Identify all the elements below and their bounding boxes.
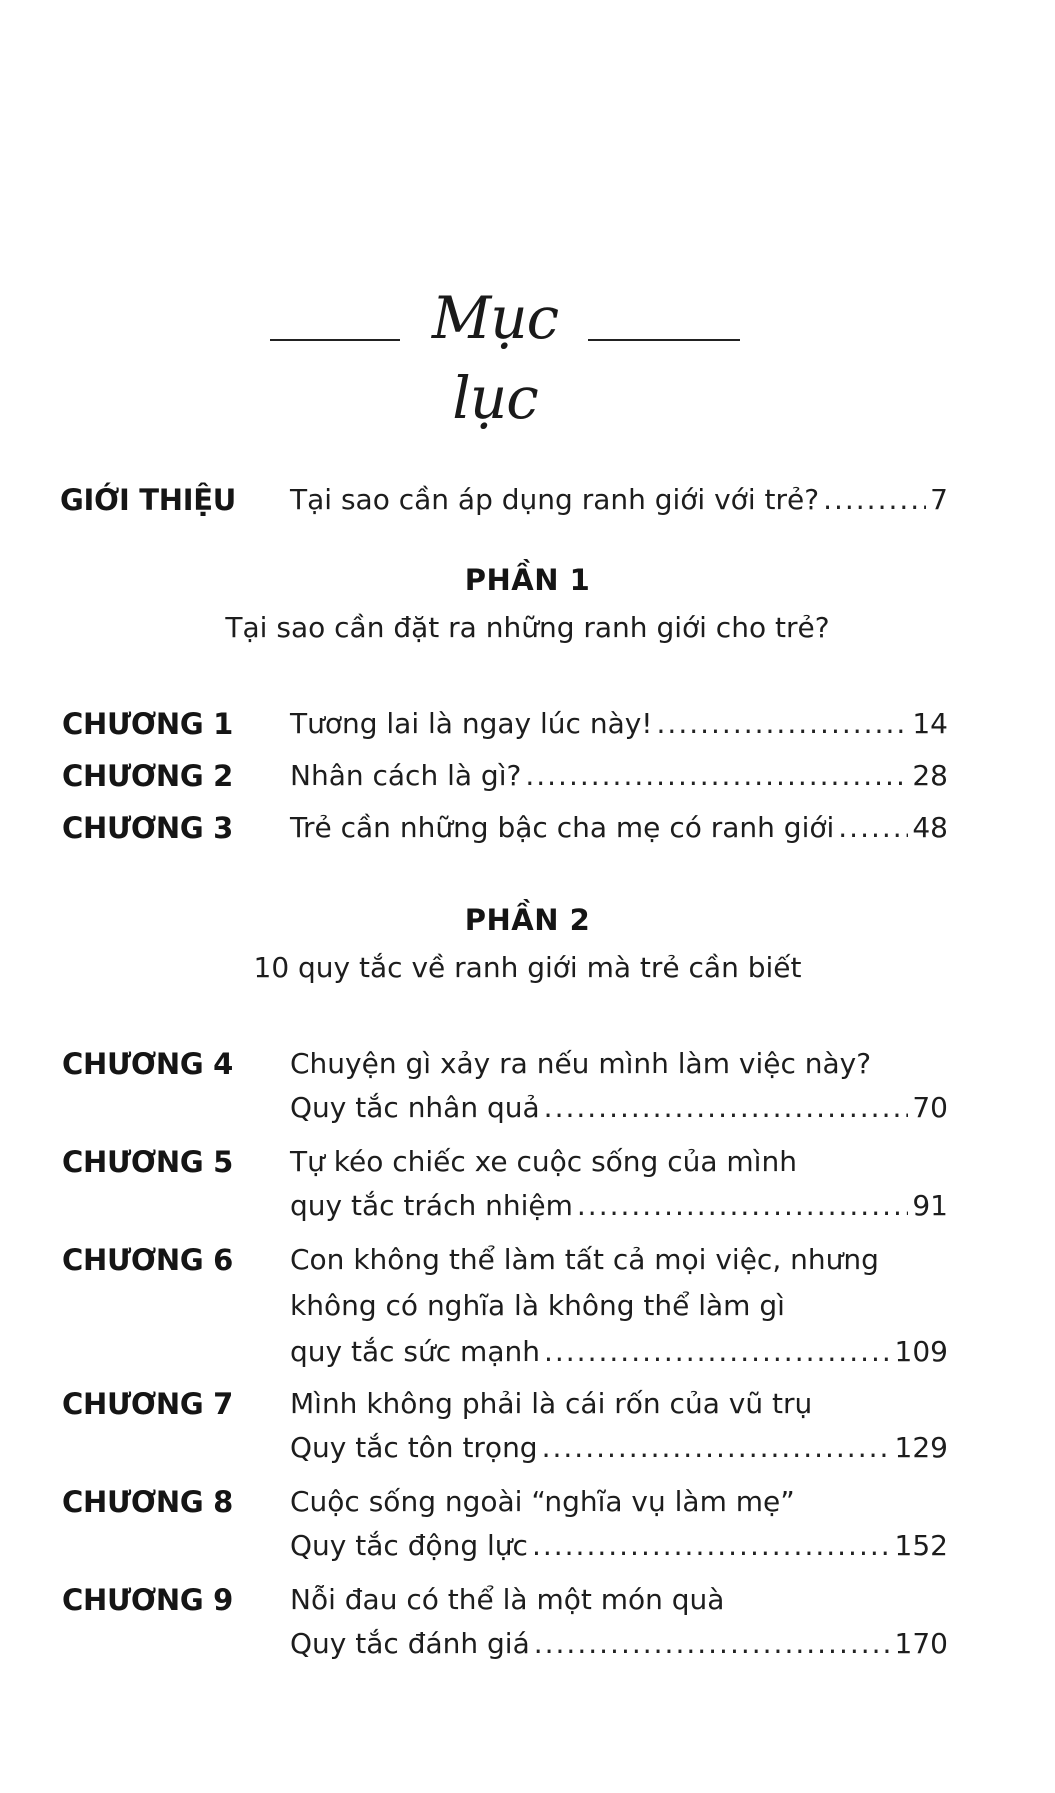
page-number: 91 xyxy=(912,1189,948,1222)
entry-line xyxy=(290,1382,948,1426)
page-number: 152 xyxy=(894,1529,948,1562)
entry-line xyxy=(290,1330,948,1374)
dot-leader xyxy=(544,1086,909,1130)
part-subtitle: Tại sao cần đặt ra những ranh giới cho trẻ? xyxy=(225,611,830,644)
entry-line xyxy=(290,1086,948,1130)
dot-leader xyxy=(542,1426,891,1470)
entry-text: Tương lai là ngay lúc này! xyxy=(290,707,653,740)
entry-text: Mình không phải là cái rốn của vũ trụ xyxy=(290,1387,813,1420)
entry-text: Trẻ cần những bậc cha mẹ có ranh giới xyxy=(290,811,835,844)
entry-text: Tại sao cần áp dụng ranh giới với trẻ? xyxy=(290,483,820,516)
entry-text: Quy tắc động lực xyxy=(290,1529,528,1562)
title-rule-right xyxy=(588,339,740,341)
entry-label: CHƯƠNG 6 xyxy=(62,1243,234,1277)
entry-text: quy tắc sức mạnh xyxy=(290,1335,540,1368)
page-number: 48 xyxy=(912,811,948,844)
entry-label: CHƯƠNG 9 xyxy=(62,1583,234,1617)
entry-line xyxy=(290,754,948,798)
page-number: 129 xyxy=(894,1431,948,1464)
entry-text: Quy tắc đánh giá xyxy=(290,1627,530,1660)
toc-title: Mục lục xyxy=(431,284,559,432)
entry-label: GIỚI THIỆU xyxy=(60,483,237,517)
entry-label: CHƯƠNG 5 xyxy=(62,1145,234,1179)
entry-line xyxy=(290,1426,948,1470)
entry-text: Quy tắc tôn trọng xyxy=(290,1431,538,1464)
dot-leader xyxy=(657,702,909,746)
part-subtitle: 10 quy tắc về ranh giới mà trẻ cần biết xyxy=(253,951,802,984)
page-number: 170 xyxy=(894,1627,948,1660)
title-rule-left xyxy=(270,339,400,341)
entry-text: Nhân cách là gì? xyxy=(290,759,522,792)
entry-line xyxy=(290,806,948,850)
entry-label: CHƯƠNG 3 xyxy=(62,811,234,845)
entry-text: Quy tắc nhân quả xyxy=(290,1091,540,1124)
entry-label: CHƯƠNG 2 xyxy=(62,759,234,793)
part-1 xyxy=(0,560,1055,650)
part-heading: PHẦN 1 xyxy=(464,563,591,597)
entry-label: CHƯƠNG 8 xyxy=(62,1485,234,1519)
entry-label: CHƯƠNG 7 xyxy=(62,1387,234,1421)
dot-leader xyxy=(534,1622,891,1666)
entry-line xyxy=(290,478,948,522)
part-heading: PHẦN 2 xyxy=(464,903,591,937)
entry-text: Chuyện gì xảy ra nếu mình làm việc này? xyxy=(290,1047,872,1080)
entry-text: Con không thể làm tất cả mọi việc, nhưng xyxy=(290,1243,879,1276)
part-2 xyxy=(0,900,1055,990)
page-number: 7 xyxy=(930,483,948,516)
entry-line xyxy=(290,702,948,746)
toc-title-block xyxy=(270,270,740,432)
entry-line xyxy=(290,1284,948,1328)
page-number: 28 xyxy=(912,759,948,792)
entry-text: Nỗi đau có thể là một món quà xyxy=(290,1583,725,1616)
page-number: 70 xyxy=(912,1091,948,1124)
dot-leader xyxy=(823,478,926,522)
entry-label: CHƯƠNG 4 xyxy=(62,1047,234,1081)
entry-label: CHƯƠNG 1 xyxy=(62,707,234,741)
dot-leader xyxy=(525,754,908,798)
entry-line xyxy=(290,1480,948,1524)
entry-line xyxy=(290,1578,948,1622)
dot-leader xyxy=(532,1524,891,1568)
dot-leader xyxy=(544,1330,891,1374)
entry-line xyxy=(290,1524,948,1568)
entry-text: Cuộc sống ngoài “nghĩa vụ làm mẹ” xyxy=(290,1485,795,1518)
dot-leader xyxy=(838,806,908,850)
entry-text: Tự kéo chiếc xe cuộc sống của mình xyxy=(290,1145,797,1178)
entry-line xyxy=(290,1622,948,1666)
entry-line xyxy=(290,1140,948,1184)
entry-text: quy tắc trách nhiệm xyxy=(290,1189,573,1222)
dot-leader xyxy=(577,1184,908,1228)
entry-line xyxy=(290,1042,948,1086)
page-number: 109 xyxy=(894,1335,948,1368)
entry-text: không có nghĩa là không thể làm gì xyxy=(290,1289,785,1322)
page-number: 14 xyxy=(912,707,948,740)
entry-line xyxy=(290,1184,948,1228)
entry-line xyxy=(290,1238,948,1282)
